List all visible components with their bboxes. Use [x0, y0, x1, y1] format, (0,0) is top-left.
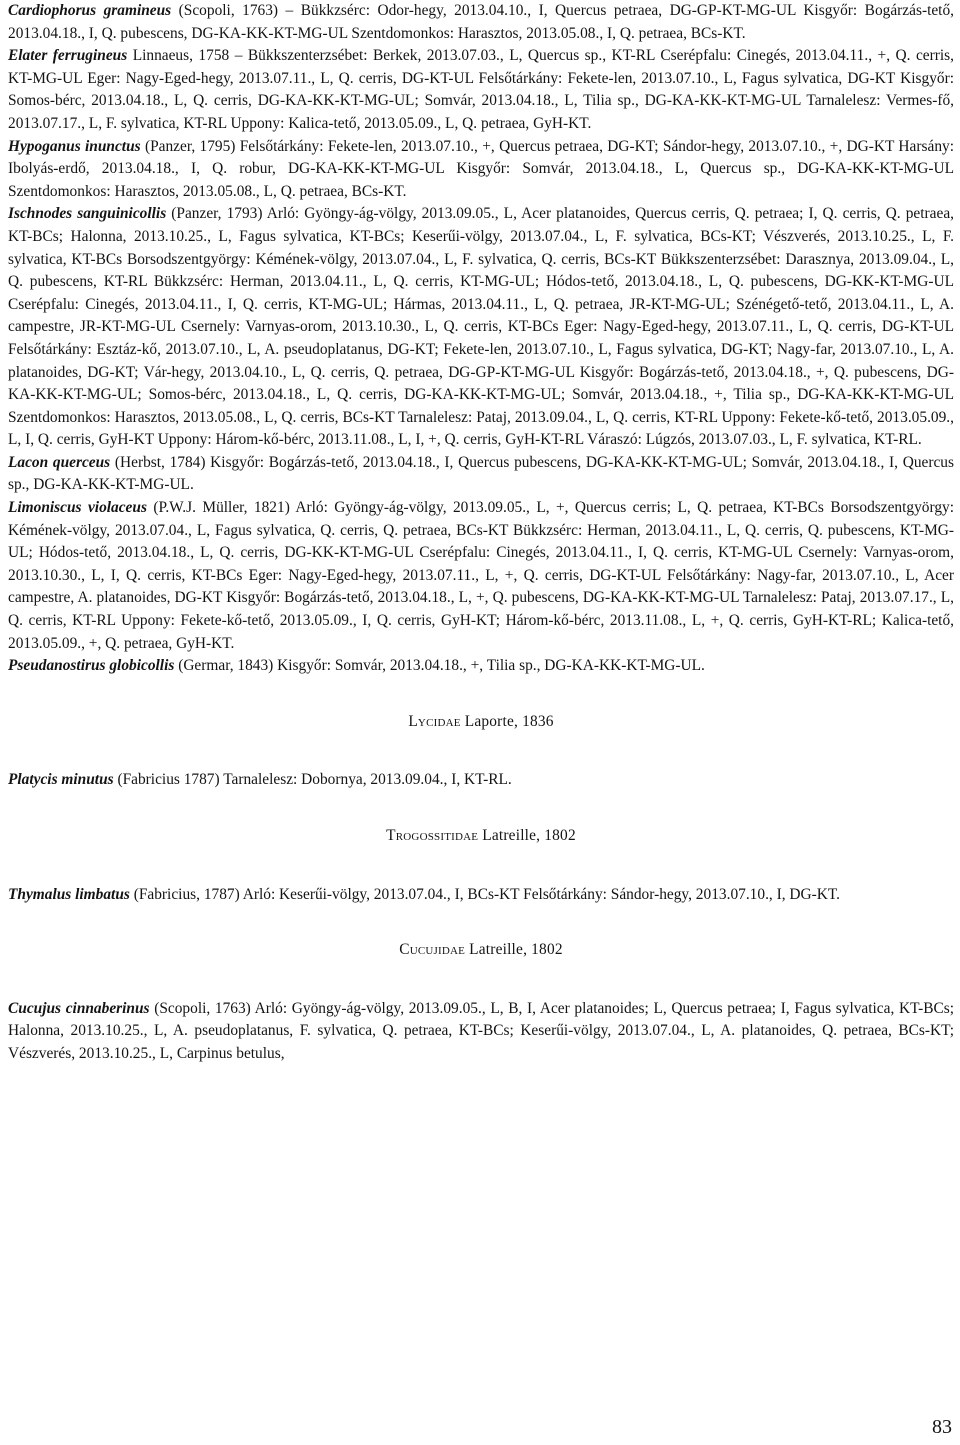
family-heading-cucujidae [8, 939, 954, 962]
record-text: (Scopoli, 1763) Arló: Gyöngy-ág-völgy, 2013.09.05., L, B, I, Acer platanoides; L, Quercus petraea; I, Fagus sylvatica, KT-BCs; Halonna, 2013.10.25., L, A. pseudoplatanus, F. sylvatica, Q. petraea, KT-BCs; Keserűi-völgy, 2013.07.04., L, A. platanoides, Q. petraea, BCs-KT; Vészverés, 2013.10.25., L, Carpinus betulus, [8, 999, 955, 1062]
entry-cucujus [8, 998, 954, 1066]
entry-platycis [8, 769, 954, 792]
species-name: Platycis minutus [8, 771, 114, 789]
record-text: (Panzer, 1795) Felsőtárkány: Fekete-len, 2013.07.10., +, Quercus petraea, DG-KT; Sándor-hegy, 2013.07.10., +, DG-KT Harsány: Ibolyás-erdő, 2013.04.18., I, Q. robur, DG-KA-KK-KT-MG-UL Kisgyőr: Somvár, 2013.04.18., L, Quercus sp., DG-KA-KK-KT-MG-UL Szentdomonkos: Harasztos, 2013.05.08., L, Q. petraea, BCs-KT. [8, 137, 954, 200]
record-text: (P.W.J. Müller, 1821) Arló: Gyöngy-ág-völgy, 2013.09.05., L, +, Quercus cerris; L, Q. petraea, KT-BCs Borsodszentgyörgy: Kémének-völgy, 2013.07.04., L, Fagus sylvatica, Q. cerris, Q. petraea, BCs-KT Bükkzsérc: Herman, 2013.04.11., L, Q. cerris, Q. pubescens, KT-MG-UL; Hódos-tető, 2013.04.18., L, Q. cerris, DG-KK-KT-MG-UL Cserépfalu: Cinegés, 2013.04.11., I, Q. cerris, KT-MG-UL Csernely: Varnyas-orom, 2013.10.30., L, I, Q. cerris, KT-BCs Eger: Nagy-Eged-hegy, 2013.07.11., L, +, Q. cerris, DG-KT-UL Felsőtárkány: Nagy-far, 2013.07.10., L, Acer campestre, A. platanoides, DG-KT Kisgyőr: Bogárzás-tető, 2013.04.18., L, +, Q. pubescens, DG-KA-KK-KT-MG-UL Tarnalelesz: Pataj, 2013.07.17., L, Q. cerris, KT-RL Uppony: Fekete-kő-tető, 2013.05.09., I, Q. cerris, GyH-KT; Három-kő-bérc, 2013.11.08., L, +, Q. cerris, GyH-KT-RL; Kalica-tető, 2013.05.09., +, Q. petraea, GyH-KT. [8, 499, 955, 652]
species-name: Hypoganus inunctus [8, 137, 141, 155]
family-name: Trogossitidae [386, 827, 479, 844]
species-name: Lacon querceus [8, 453, 111, 471]
record-text: Linnaeus, 1758 – Bükkszenterzsébet: Berkek, 2013.07.03., L, Quercus sp., KT-RL Cserépfalu: Cinegés, 2013.04.11., +, Q. cerris, KT-MG-UL Eger: Nagy-Eged-hegy, 2013.07.11., L, Q. cerris, DG-KT-UL Felsőtárkány: Fekete-len, 2013.07.10., L, Fagus sylvatica, DG-KT Kisgyőr: Somos-bérc, 2013.04.18., L, Q. cerris, DG-KA-KK-KT-MG-UL; Somvár, 2013.04.18., L, Tilia sp., DG-KA-KK-KT-MG-UL Tarnalelesz: Vermes-fő, 2013.07.17., L, F. sylvatica, KT-RL Uppony: Kalica-tető, 2013.05.09., L, Q. petraea, GyH-KT. [8, 47, 954, 132]
species-name: Limoniscus violaceus [8, 499, 147, 517]
record-text: (Scopoli, 1763) – Bükkzsérc: Odor-hegy, 2013.04.10., I, Quercus petraea, DG-GP-KT-MG-UL Kisgyőr: Bogárzás-tető, 2013.04.18., I, Q. pubescens, DG-KA-KK-KT-MG-UL Szentdomonkos: Harasztos, 2013.05.08., I, Q. petraea, BCs-KT. [8, 2, 954, 42]
species-name: Pseudanostirus globicollis [8, 657, 175, 675]
record-text: (Germar, 1843) Kisgyőr: Somvár, 2013.04.18., +, Tilia sp., DG-KA-KK-KT-MG-UL. [174, 657, 705, 675]
entry-pseudanostirus [8, 655, 954, 678]
record-text: (Panzer, 1793) Arló: Gyöngy-ág-völgy, 2013.09.05., L, Acer platanoides, Quercus cerris, Q. petraea; I, Q. cerris, Q. petraea, KT-BCs; Halonna, 2013.10.25., L, Fagus sylvatica, KT-BCs; Keserűi-völgy, 2013.07.04., L, F. sylvatica, BCs-KT; Vészverés, 2013.10.25., L, F. sylvatica, KT-BCs Borsodszentgyörgy: Kémének-völgy, 2013.07.04., L, F. sylvatica, Q. cerris, BCs-KT Bükkszenterzsébet: Darasznya, 2013.09.04., L, Q. pubescens, KT-RL Bükkzsérc: Herman, 2013.04.11., L, Q. cerris, KT-MG-UL; Hódos-tető, 2013.04.18., L, Q. pubescens, DG-KK-KT-MG-UL Cserépfalu: Cinegés, 2013.04.11., I, Q. cerris, KT-MG-UL; Hármas, 2013.04.11., L, Q. petraea, JR-KT-MG-UL; Szénégető-tető, 2013.04.11., L, A. campestre, JR-KT-MG-UL Csernely: Varnyas-orom, 2013.10.30., L, Q. cerris, KT-BCs Eger: Nagy-Eged-hegy, 2013.07.11., L, Q. cerris, DG-KT-UL Felsőtárkány: Esztáz-kő, 2013.07.10., L, A. pseudoplatanus, DG-KT; Fekete-len, 2013.07.10., L, Fagus sylvatica, DG-KT; Nagy-far, 2013.07.10., L, A. platanoides, DG-KT; Vár-hegy, 2013.04.10., L, Q. cerris, Q. petraea, DG-GP-KT-MG-UL Kisgyőr: Bogárzás-tető, 2013.04.18., +, Q. pubescens, DG-KA-KK-KT-MG-UL; Somos-bérc, 2013.04.18., L, Q. cerris, DG-KA-KK-KT-MG-UL; Somvár, 2013.04.18., +, Tilia sp., DG-KA-KK-KT-MG-UL Szentdomonkos: Harasztos, 2013.05.08., L, Q. cerris, BCs-KT Tarnalelesz: Pataj, 2013.09.04., L, Q. cerris, KT-RL Uppony: Fekete-kő-tető, 2013.05.09., L, I, Q. cerris, GyH-KT Uppony: Három-kő-bérc, 2013.11.08., L, I, +, Q. cerris, GyH-KT-RL Váraszó: Lúgzós, 2013.07.03., L, F. sylvatica, KT-RL. [8, 205, 954, 449]
page-body [8, 0, 954, 1066]
record-text: (Fabricius 1787) Tarnalelesz: Dobornya, 2013.09.04., I, KT-RL. [113, 771, 512, 789]
family-name: Cucujidae [399, 941, 466, 959]
species-name: Elater ferrugineus [8, 47, 128, 65]
family-author: Latreille, 1802 [478, 827, 576, 844]
entry-hypoganus [8, 136, 954, 204]
species-name: Thymalus limbatus [8, 885, 130, 903]
species-name: Ischnodes sanguinicollis [8, 205, 167, 223]
species-name: Cardiophorus gramineus [8, 2, 172, 19]
family-author: Laporte, 1836 [460, 712, 554, 730]
record-text: (Herbst, 1784) Kisgyőr: Bogárzás-tető, 2013.04.18., I, Quercus pubescens, DG-KA-KK-KT-MG-UL; Somvár, 2013.04.18., I, Quercus sp., DG-KA-KK-KT-MG-UL. [8, 453, 954, 494]
entry-lacon [8, 452, 954, 497]
entry-ischnodes [8, 203, 954, 452]
family-author: Latreille, 1802 [465, 941, 563, 959]
entry-elater [8, 45, 954, 135]
record-text: (Fabricius, 1787) Arló: Keserűi-völgy, 2013.07.04., I, BCs-KT Felsőtárkány: Sándor-hegy, 2013.07.10., I, DG-KT. [129, 885, 841, 903]
entry-cardiophorus [8, 0, 954, 45]
family-heading-trogossitidae [8, 825, 954, 848]
entry-limoniscus [8, 497, 954, 655]
page-number: 83 [932, 1416, 952, 1438]
family-heading-lycidae [8, 711, 954, 734]
family-name: Lycidae [408, 712, 461, 730]
species-name: Cucujus cinnaberinus [8, 999, 150, 1017]
entry-thymalus [8, 884, 954, 907]
